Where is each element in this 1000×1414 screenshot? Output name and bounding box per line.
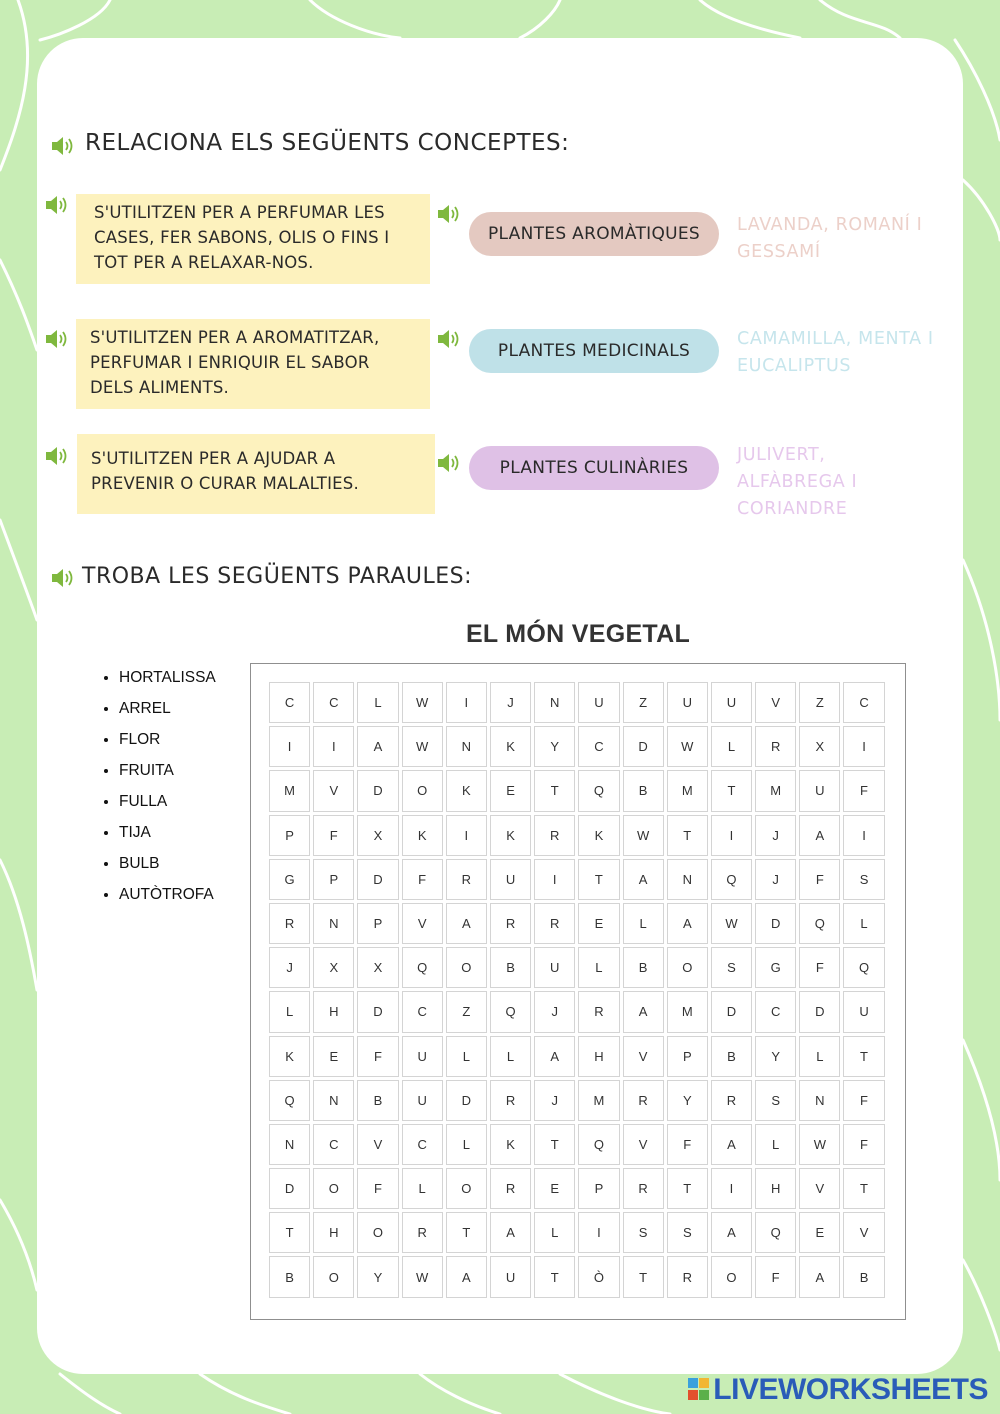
grid-cell[interactable]: B	[623, 947, 664, 988]
grid-cell[interactable]: F	[843, 1124, 884, 1165]
grid-cell[interactable]: T	[843, 1036, 884, 1077]
grid-cell[interactable]: L	[357, 682, 398, 723]
grid-cell[interactable]: I	[578, 1212, 619, 1253]
grid-cell[interactable]: R	[711, 1080, 752, 1121]
grid-cell[interactable]: U	[490, 859, 531, 900]
grid-cell[interactable]: I	[843, 726, 884, 767]
grid-cell[interactable]: P	[269, 815, 310, 856]
grid-cell[interactable]: I	[446, 682, 487, 723]
category-pill-culinaries[interactable]: PLANTES CULINÀRIES	[469, 446, 719, 490]
grid-cell[interactable]: T	[534, 770, 575, 811]
grid-cell[interactable]: D	[799, 991, 840, 1032]
grid-cell[interactable]: B	[357, 1080, 398, 1121]
grid-cell[interactable]: U	[711, 682, 752, 723]
grid-cell[interactable]: V	[843, 1212, 884, 1253]
grid-cell[interactable]: G	[755, 947, 796, 988]
grid-cell[interactable]: B	[711, 1036, 752, 1077]
grid-cell[interactable]: E	[534, 1168, 575, 1209]
grid-cell[interactable]: B	[490, 947, 531, 988]
section-heading-match: RELACIONA ELS SEGÜENTS CONCEPTES:	[85, 130, 570, 156]
grid-cell[interactable]: I	[446, 815, 487, 856]
grid-cell[interactable]: L	[490, 1036, 531, 1077]
description-box[interactable]: S'UTILITZEN PER A AJUDAR A PREVENIR O CURAR MALALTIES.	[77, 434, 435, 514]
grid-cell[interactable]: T	[667, 1168, 708, 1209]
grid-cell[interactable]: Y	[755, 1036, 796, 1077]
grid-cell[interactable]: R	[490, 1080, 531, 1121]
answer-text: CAMAMILLA, MENTA I EUCALIPTUS	[737, 329, 934, 376]
grid-cell[interactable]: F	[357, 1036, 398, 1077]
grid-cell[interactable]: V	[623, 1124, 664, 1165]
grid-cell[interactable]: T	[534, 1124, 575, 1165]
grid-cell[interactable]: J	[269, 947, 310, 988]
grid-cell[interactable]: P	[667, 1036, 708, 1077]
grid-cell[interactable]: R	[446, 859, 487, 900]
grid-cell[interactable]: U	[667, 682, 708, 723]
grid-cell[interactable]: I	[313, 726, 354, 767]
grid-cell[interactable]: A	[623, 859, 664, 900]
grid-cell[interactable]: D	[357, 859, 398, 900]
grid-cell[interactable]: C	[578, 726, 619, 767]
speaker-icon[interactable]	[436, 203, 462, 225]
section-heading-wordsearch: TROBA LES SEGÜENTS PARAULES:	[82, 564, 473, 589]
speaker-icon[interactable]	[436, 452, 462, 474]
list-item: • BULB	[119, 850, 216, 881]
grid-cell[interactable]: L	[799, 1036, 840, 1077]
grid-cell[interactable]: P	[578, 1168, 619, 1209]
grid-cell[interactable]: I	[711, 1168, 752, 1209]
grid-cell[interactable]: B	[269, 1256, 310, 1297]
grid-cell[interactable]: K	[490, 1124, 531, 1165]
grid-cell[interactable]: I	[534, 859, 575, 900]
grid-cell[interactable]: W	[799, 1124, 840, 1165]
grid-cell[interactable]: E	[313, 1036, 354, 1077]
grid-cell[interactable]: T	[711, 770, 752, 811]
grid-cell[interactable]: D	[755, 903, 796, 944]
wordsearch-title: EL MÓN VEGETAL	[465, 620, 691, 648]
grid-cell[interactable]: J	[755, 859, 796, 900]
grid-cell[interactable]: E	[799, 1212, 840, 1253]
grid-cell[interactable]: N	[313, 903, 354, 944]
grid-cell[interactable]: N	[534, 682, 575, 723]
grid-cell[interactable]: T	[578, 859, 619, 900]
grid-cell[interactable]: U	[402, 1036, 443, 1077]
grid-cell[interactable]: T	[843, 1168, 884, 1209]
grid-cell[interactable]: C	[402, 991, 443, 1032]
grid-cell[interactable]: V	[402, 903, 443, 944]
grid-cell[interactable]: G	[269, 859, 310, 900]
grid-cell[interactable]: T	[623, 1256, 664, 1297]
grid-cell[interactable]: K	[578, 815, 619, 856]
grid-cell[interactable]: M	[667, 770, 708, 811]
grid-cell[interactable]: V	[623, 1036, 664, 1077]
answer-text: JULIVERT, ALFÀBREGA I CORIANDRE	[737, 445, 858, 519]
list-item: • FLOR	[119, 726, 216, 757]
grid-cell[interactable]: O	[446, 1168, 487, 1209]
grid-cell[interactable]: V	[313, 770, 354, 811]
grid-cell[interactable]: O	[402, 770, 443, 811]
grid-cell[interactable]: V	[357, 1124, 398, 1165]
grid-cell[interactable]: W	[711, 903, 752, 944]
grid-cell[interactable]: Z	[446, 991, 487, 1032]
grid-cell[interactable]: B	[623, 770, 664, 811]
speaker-icon[interactable]	[44, 445, 70, 467]
grid-cell[interactable]: X	[357, 947, 398, 988]
grid-cell[interactable]: X	[357, 815, 398, 856]
grid-cell[interactable]: H	[755, 1168, 796, 1209]
grid-cell[interactable]: S	[755, 1080, 796, 1121]
grid-cell[interactable]: K	[490, 726, 531, 767]
grid-cell[interactable]: N	[269, 1124, 310, 1165]
grid-cell[interactable]: X	[799, 726, 840, 767]
grid-cell[interactable]: L	[446, 1124, 487, 1165]
grid-cell[interactable]: F	[843, 770, 884, 811]
grid-cell[interactable]: N	[667, 859, 708, 900]
grid-cell[interactable]: F	[402, 859, 443, 900]
grid-cell[interactable]: C	[269, 682, 310, 723]
grid-cell[interactable]: S	[623, 1212, 664, 1253]
grid-cell[interactable]: J	[534, 991, 575, 1032]
list-item: • TIJA	[119, 819, 216, 850]
list-item: • HORTALISSA	[119, 664, 216, 695]
grid-cell[interactable]: T	[269, 1212, 310, 1253]
grid-cell[interactable]: M	[269, 770, 310, 811]
grid-cell[interactable]: N	[799, 1080, 840, 1121]
grid-cell[interactable]: C	[313, 682, 354, 723]
grid-cell[interactable]: M	[578, 1080, 619, 1121]
grid-cell[interactable]: Q	[578, 1124, 619, 1165]
grid-cell[interactable]: A	[446, 1256, 487, 1297]
grid-cell[interactable]: F	[755, 1256, 796, 1297]
grid-cell[interactable]: J	[534, 1080, 575, 1121]
grid-cell[interactable]: I	[843, 815, 884, 856]
grid-cell[interactable]: Q	[843, 947, 884, 988]
word-list	[100, 664, 216, 912]
grid-cell[interactable]: Q	[269, 1080, 310, 1121]
grid-cell[interactable]: O	[313, 1256, 354, 1297]
grid-cell[interactable]: A	[446, 903, 487, 944]
list-item: • FRUITA	[119, 757, 216, 788]
grid-cell[interactable]: K	[402, 815, 443, 856]
grid-cell[interactable]: L	[402, 1168, 443, 1209]
grid-cell[interactable]: F	[799, 947, 840, 988]
grid-cell[interactable]: A	[534, 1036, 575, 1077]
grid-cell[interactable]: D	[357, 770, 398, 811]
speaker-icon[interactable]	[44, 328, 70, 350]
grid-cell[interactable]: I	[711, 815, 752, 856]
grid-cell[interactable]: U	[578, 682, 619, 723]
liveworksheets-logo-icon	[688, 1376, 710, 1404]
grid-cell[interactable]: U	[799, 770, 840, 811]
liveworksheets-logo[interactable]	[688, 1372, 988, 1408]
grid-cell[interactable]: J	[490, 682, 531, 723]
description-box[interactable]: S'UTILITZEN PER A AROMATITZAR, PERFUMAR I ENRIQUIR EL SABOR DELS ALIMENTS.	[76, 319, 430, 409]
grid-cell[interactable]: R	[755, 726, 796, 767]
grid-cell[interactable]: M	[667, 991, 708, 1032]
grid-cell[interactable]: D	[623, 726, 664, 767]
grid-cell[interactable]: O	[711, 1256, 752, 1297]
grid-cell[interactable]: O	[357, 1212, 398, 1253]
grid-cell[interactable]: T	[446, 1212, 487, 1253]
grid-cell[interactable]: V	[799, 1168, 840, 1209]
grid-cell[interactable]: N	[446, 726, 487, 767]
grid-cell[interactable]: Z	[799, 682, 840, 723]
wordsearch-frame	[250, 663, 906, 1320]
grid-cell[interactable]: V	[755, 682, 796, 723]
grid-cell[interactable]: K	[446, 770, 487, 811]
grid-cell[interactable]: L	[534, 1212, 575, 1253]
grid-cell[interactable]: H	[313, 991, 354, 1032]
grid-cell[interactable]: L	[269, 991, 310, 1032]
description-box[interactable]: S'UTILITZEN PER A PERFUMAR LES CASES, FER SABONS, OLIS O FINS I TOT PER A RELAXAR-NOS.	[76, 194, 430, 284]
grid-cell[interactable]: S	[667, 1212, 708, 1253]
grid-cell[interactable]: N	[313, 1080, 354, 1121]
speaker-icon[interactable]	[50, 567, 76, 589]
grid-cell[interactable]: R	[534, 903, 575, 944]
speaker-icon[interactable]	[50, 135, 76, 157]
grid-cell[interactable]: O	[313, 1168, 354, 1209]
grid-cell[interactable]: D	[357, 991, 398, 1032]
grid-cell[interactable]: Z	[623, 682, 664, 723]
answer-text: LAVANDA, ROMANÍ I GESSAMÍ	[737, 215, 923, 262]
grid-cell[interactable]: R	[623, 1080, 664, 1121]
category-pill-aromatiques[interactable]: PLANTES AROMÀTIQUES	[469, 212, 719, 256]
grid-cell[interactable]: Y	[357, 1256, 398, 1297]
grid-cell[interactable]: L	[578, 947, 619, 988]
grid-cell[interactable]: W	[623, 815, 664, 856]
grid-cell[interactable]: L	[843, 903, 884, 944]
grid-cell[interactable]: K	[269, 1036, 310, 1077]
grid-cell[interactable]: F	[667, 1124, 708, 1165]
grid-cell[interactable]: P	[357, 903, 398, 944]
grid-cell[interactable]: S	[843, 859, 884, 900]
grid-cell[interactable]: I	[269, 726, 310, 767]
grid-cell[interactable]: A	[711, 1124, 752, 1165]
grid-cell[interactable]: W	[667, 726, 708, 767]
grid-cell[interactable]: R	[490, 1168, 531, 1209]
grid-cell[interactable]: E	[490, 770, 531, 811]
grid-cell[interactable]: E	[578, 903, 619, 944]
logo-text: LIVEWORKSHEETS	[713, 1373, 988, 1406]
grid-cell[interactable]: A	[667, 903, 708, 944]
grid-cell[interactable]: A	[799, 815, 840, 856]
grid-cell[interactable]: R	[667, 1256, 708, 1297]
grid-cell[interactable]: C	[313, 1124, 354, 1165]
grid-cell[interactable]: F	[357, 1168, 398, 1209]
grid-cell[interactable]: C	[402, 1124, 443, 1165]
grid-cell[interactable]: U	[534, 947, 575, 988]
grid-cell[interactable]: X	[313, 947, 354, 988]
list-item: • FULLA	[119, 788, 216, 819]
wordsearch-grid	[269, 682, 885, 1298]
grid-cell[interactable]: W	[402, 726, 443, 767]
speaker-icon[interactable]	[44, 194, 70, 216]
grid-cell[interactable]: O	[446, 947, 487, 988]
category-pill-medicinals[interactable]: PLANTES MEDICINALS	[469, 329, 719, 373]
grid-cell[interactable]: A	[711, 1212, 752, 1253]
grid-cell[interactable]: Y	[667, 1080, 708, 1121]
grid-cell[interactable]: A	[799, 1256, 840, 1297]
grid-cell[interactable]: T	[534, 1256, 575, 1297]
grid-cell[interactable]: S	[711, 947, 752, 988]
grid-cell[interactable]: F	[843, 1080, 884, 1121]
grid-cell[interactable]: R	[269, 903, 310, 944]
grid-cell[interactable]: J	[755, 815, 796, 856]
grid-cell[interactable]: L	[711, 726, 752, 767]
grid-cell[interactable]: H	[578, 1036, 619, 1077]
grid-cell[interactable]: R	[490, 903, 531, 944]
grid-cell[interactable]: F	[799, 859, 840, 900]
grid-cell[interactable]: A	[357, 726, 398, 767]
grid-cell[interactable]: U	[402, 1080, 443, 1121]
grid-cell[interactable]: M	[755, 770, 796, 811]
grid-cell[interactable]: Ò	[578, 1256, 619, 1297]
grid-cell[interactable]: Q	[711, 859, 752, 900]
grid-cell[interactable]: W	[402, 682, 443, 723]
grid-cell[interactable]: Q	[799, 903, 840, 944]
grid-cell[interactable]: Y	[534, 726, 575, 767]
grid-cell[interactable]: R	[534, 815, 575, 856]
list-item: • AUTÒTROFA	[119, 881, 216, 912]
grid-cell[interactable]: D	[269, 1168, 310, 1209]
grid-cell[interactable]: Q	[490, 991, 531, 1032]
speaker-icon[interactable]	[436, 328, 462, 350]
grid-cell[interactable]: R	[623, 1168, 664, 1209]
grid-cell[interactable]: D	[446, 1080, 487, 1121]
grid-cell[interactable]: P	[313, 859, 354, 900]
grid-cell[interactable]: U	[843, 991, 884, 1032]
grid-cell[interactable]: F	[313, 815, 354, 856]
grid-cell[interactable]: B	[843, 1256, 884, 1297]
grid-cell[interactable]: T	[667, 815, 708, 856]
list-item: • ARREL	[119, 695, 216, 726]
grid-cell[interactable]: L	[446, 1036, 487, 1077]
grid-cell[interactable]: L	[755, 1124, 796, 1165]
grid-cell[interactable]: R	[578, 991, 619, 1032]
grid-cell[interactable]: R	[402, 1212, 443, 1253]
grid-cell[interactable]: Q	[755, 1212, 796, 1253]
grid-cell[interactable]: C	[755, 991, 796, 1032]
grid-cell[interactable]: C	[843, 682, 884, 723]
grid-cell[interactable]: D	[711, 991, 752, 1032]
grid-cell[interactable]: A	[623, 991, 664, 1032]
grid-cell[interactable]: W	[402, 1256, 443, 1297]
grid-cell[interactable]: A	[490, 1212, 531, 1253]
grid-cell[interactable]: L	[623, 903, 664, 944]
grid-cell[interactable]: U	[490, 1256, 531, 1297]
grid-cell[interactable]: H	[313, 1212, 354, 1253]
grid-cell[interactable]: Q	[402, 947, 443, 988]
grid-cell[interactable]: O	[667, 947, 708, 988]
grid-cell[interactable]: Q	[578, 770, 619, 811]
grid-cell[interactable]: K	[490, 815, 531, 856]
